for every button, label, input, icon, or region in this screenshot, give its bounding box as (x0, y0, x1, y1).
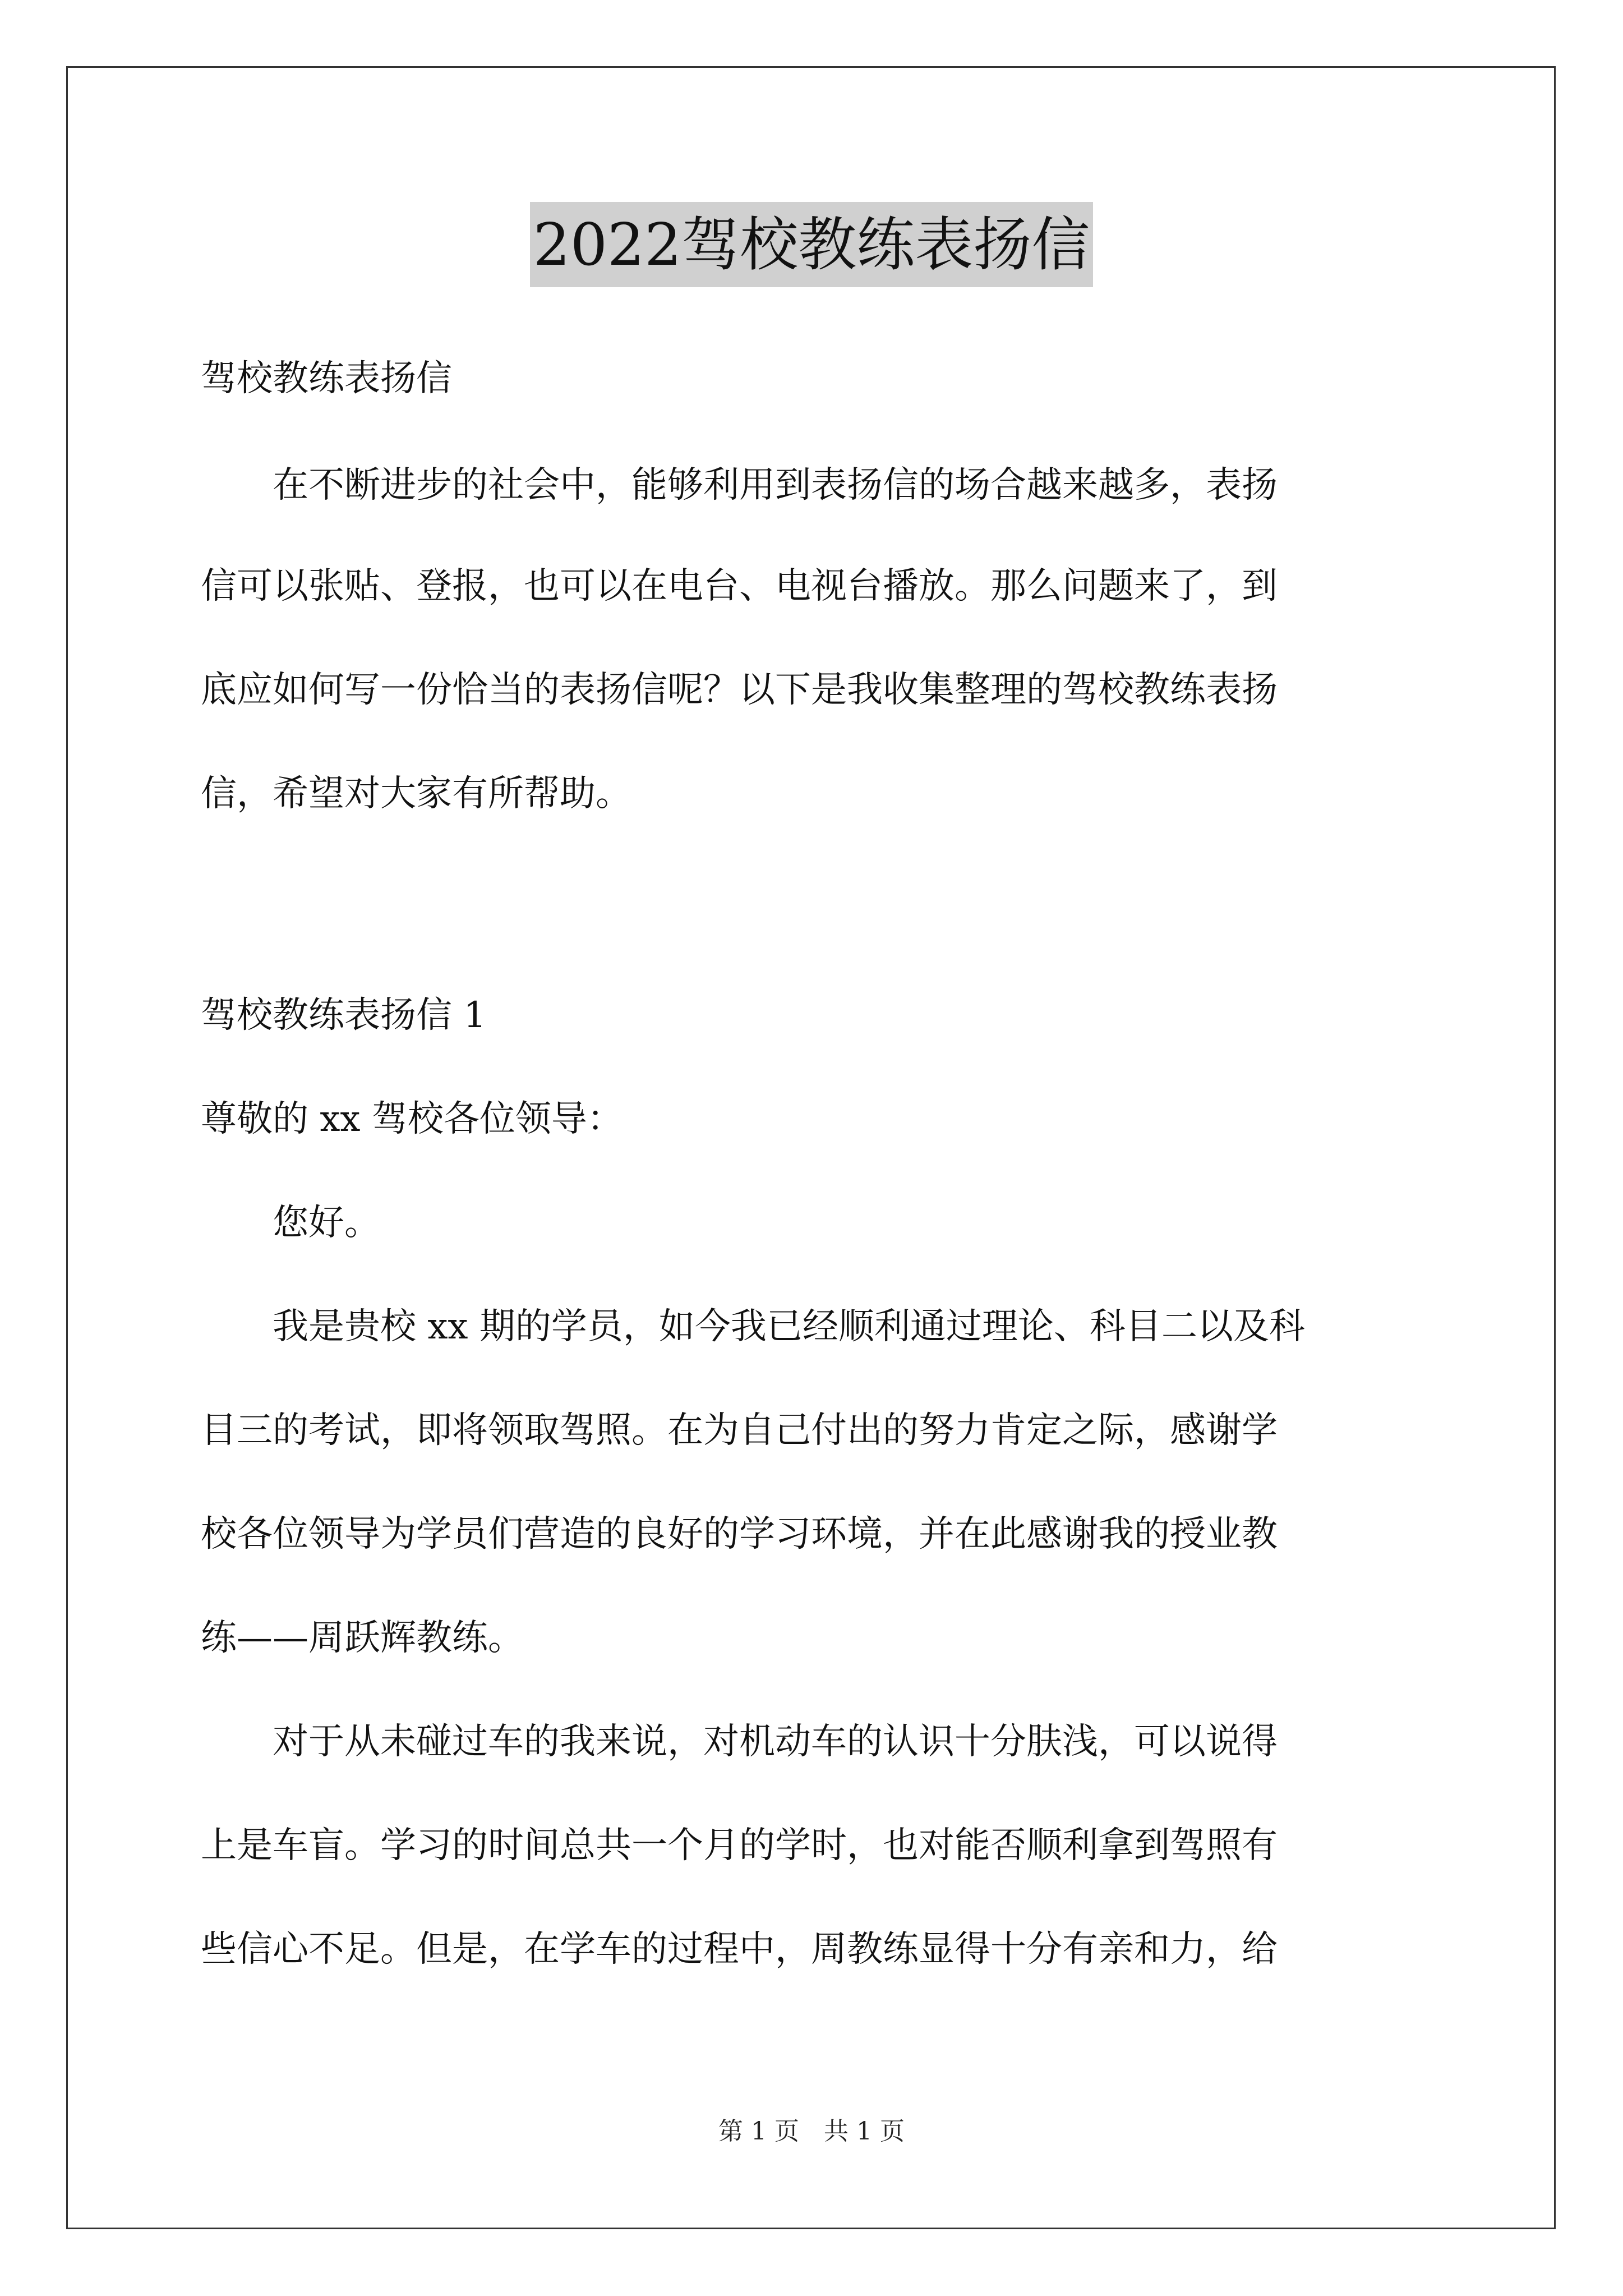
body-line-6: 上是车盲。学习的时间总共一个月的学时，也对能否顺利拿到驾照有 (201, 1825, 1278, 1866)
body-line-4: 练——周跃辉教练。 (201, 1617, 524, 1659)
document-title: 2022驾校教练表扬信 (530, 202, 1094, 287)
intro-line-3: 底应如何写一份恰当的表扬信呢？以下是我收集整理的驾校教练表扬 (201, 669, 1278, 711)
body-line-5: 对于从未碰过车的我来说，对机动车的认识十分肤浅，可以说得 (273, 1721, 1278, 1763)
body-line-3: 校各位领导为学员们营造的良好的学习环境，并在此感谢我的授业教 (201, 1513, 1278, 1555)
body-line-2: 目三的考试，即将领取驾照。在为自己付出的努力肯定之际，感谢学 (201, 1410, 1278, 1451)
subtitle: 驾校教练表扬信 (201, 358, 452, 399)
salutation: 尊敬的 xx 驾校各位领导： (201, 1098, 623, 1140)
intro-line-2: 信可以张贴、登报，也可以在电台、电视台播放。那么问题来了，到 (201, 565, 1278, 607)
title-container (0, 202, 1623, 287)
intro-line-1: 在不断进步的社会中，能够利用到表扬信的场合越来越多，表扬 (273, 464, 1278, 506)
page-footer: 第 1 页 共 1 页 (718, 2117, 905, 2146)
greeting: 您好。 (273, 1202, 380, 1244)
body-line-1: 我是贵校 xx 期的学员，如今我已经顺利通过理论、科目二以及科 (273, 1306, 1305, 1347)
section-heading: 驾校教练表扬信 1 (201, 995, 487, 1036)
intro-line-4: 信，希望对大家有所帮助。 (201, 773, 631, 815)
body-line-7: 些信心不足。但是，在学车的过程中，周教练显得十分有亲和力，给 (201, 1929, 1278, 1970)
